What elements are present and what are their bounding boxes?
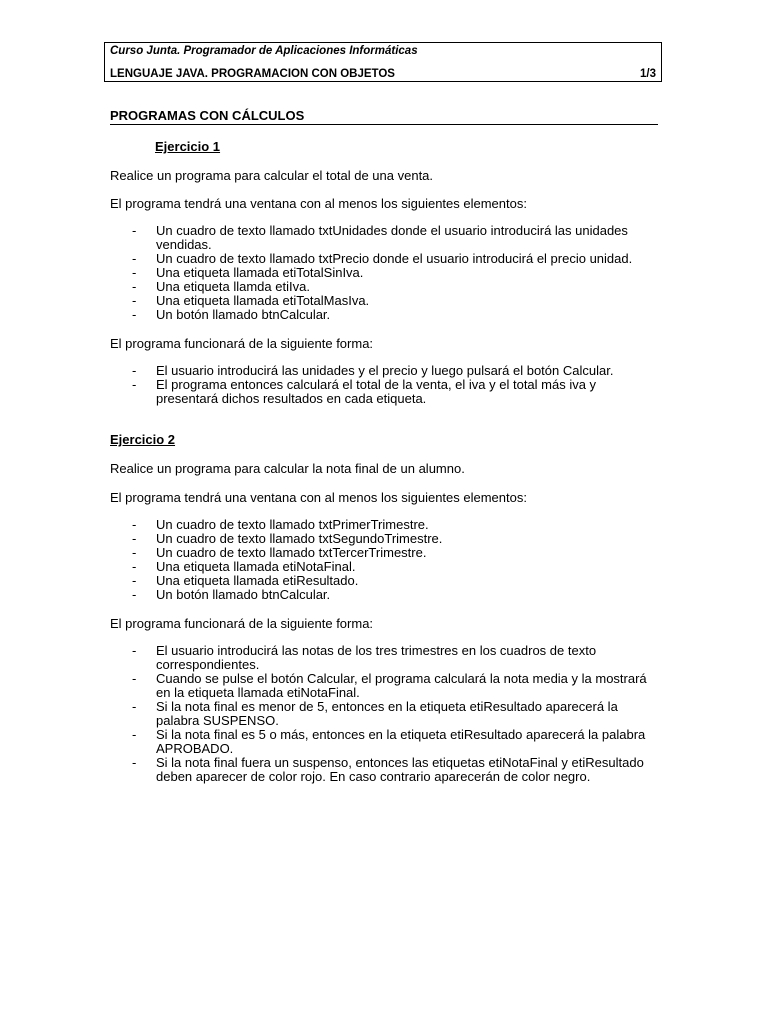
exercise-2-elements-list xyxy=(110,518,650,602)
list-item: - Una etiqueta llamada etiTotalMasIva. xyxy=(110,294,650,308)
list-item: - Un cuadro de texto llamado txtPrimerTrimestre. xyxy=(110,518,650,532)
subject-title: LENGUAJE JAVA. PROGRAMACION CON OBJETOS xyxy=(110,68,395,80)
exercise-1-title: Ejercicio 1 xyxy=(155,139,221,154)
list-item: - El usuario introducirá las unidades y el precio y luego pulsará el botón Calcular. xyxy=(110,364,650,378)
list-item: - Si la nota final es menor de 5, entonces en la etiqueta etiResultado aparecerá la palabra SUSPENSO. xyxy=(110,700,650,728)
course-title: Curso Junta. Programador de Aplicaciones Informáticas xyxy=(110,45,418,57)
exercise-2-elements-intro: El programa tendrá una ventana con al menos los siguientes elementos: xyxy=(110,490,527,505)
list-item: - Una etiqueta llamada etiResultado. xyxy=(110,574,650,588)
exercise-1-elements-intro: El programa tendrá una ventana con al menos los siguientes elementos: xyxy=(110,196,527,211)
exercise-1-behavior-list xyxy=(110,364,650,406)
list-item: - Un cuadro de texto llamado txtSegundoTrimestre. xyxy=(110,532,650,546)
list-item: - Si la nota final fuera un suspenso, entonces las etiquetas etiNotaFinal y etiResultado deben aparecer de color rojo. En caso contrario aparecerán de color negro. xyxy=(110,756,650,784)
exercise-2-title: Ejercicio 2 xyxy=(110,432,176,447)
exercise-1-behavior-intro: El programa funcionará de la siguiente forma: xyxy=(110,336,374,351)
list-item: - El programa entonces calculará el total de la venta, el iva y el total más iva y presentará dichos resultados en cada etiqueta. xyxy=(110,378,650,406)
page-number: 1/3 xyxy=(640,68,656,80)
list-item: - Un botón llamado btnCalcular. xyxy=(110,308,650,322)
exercise-2-behavior-list xyxy=(110,644,650,784)
list-item: - Una etiqueta llamada etiTotalSinIva. xyxy=(110,266,650,280)
list-item: - Un botón llamado btnCalcular. xyxy=(110,588,650,602)
list-item: - Cuando se pulse el botón Calcular, el programa calculará la nota media y la mostrará en la etiqueta llamada etiNotaFinal. xyxy=(110,672,650,700)
exercise-2-behavior-intro: El programa funcionará de la siguiente forma: xyxy=(110,616,374,631)
list-item: - Un cuadro de texto llamado txtTercerTrimestre. xyxy=(110,546,650,560)
list-item: - Una etiqueta llamda etiIva. xyxy=(110,280,650,294)
list-item: - El usuario introducirá las notas de los tres trimestres en los cuadros de texto correspondientes. xyxy=(110,644,650,672)
page-header xyxy=(104,42,662,82)
exercise-2-intro: Realice un programa para calcular la nota final de un alumno. xyxy=(110,461,465,476)
exercise-1-elements-list xyxy=(110,224,650,322)
list-item: - Una etiqueta llamada etiNotaFinal. xyxy=(110,560,650,574)
section-title: PROGRAMAS CON CÁLCULOS xyxy=(110,108,658,125)
list-item: - Un cuadro de texto llamado txtUnidades donde el usuario introducirá las unidades vendidas. xyxy=(110,224,650,252)
list-item: - Un cuadro de texto llamado txtPrecio donde el usuario introducirá el precio unidad. xyxy=(110,252,650,266)
list-item: - Si la nota final es 5 o más, entonces en la etiqueta etiResultado aparecerá la palabra APROBADO. xyxy=(110,728,650,756)
exercise-1-intro: Realice un programa para calcular el total de una venta. xyxy=(110,168,434,183)
